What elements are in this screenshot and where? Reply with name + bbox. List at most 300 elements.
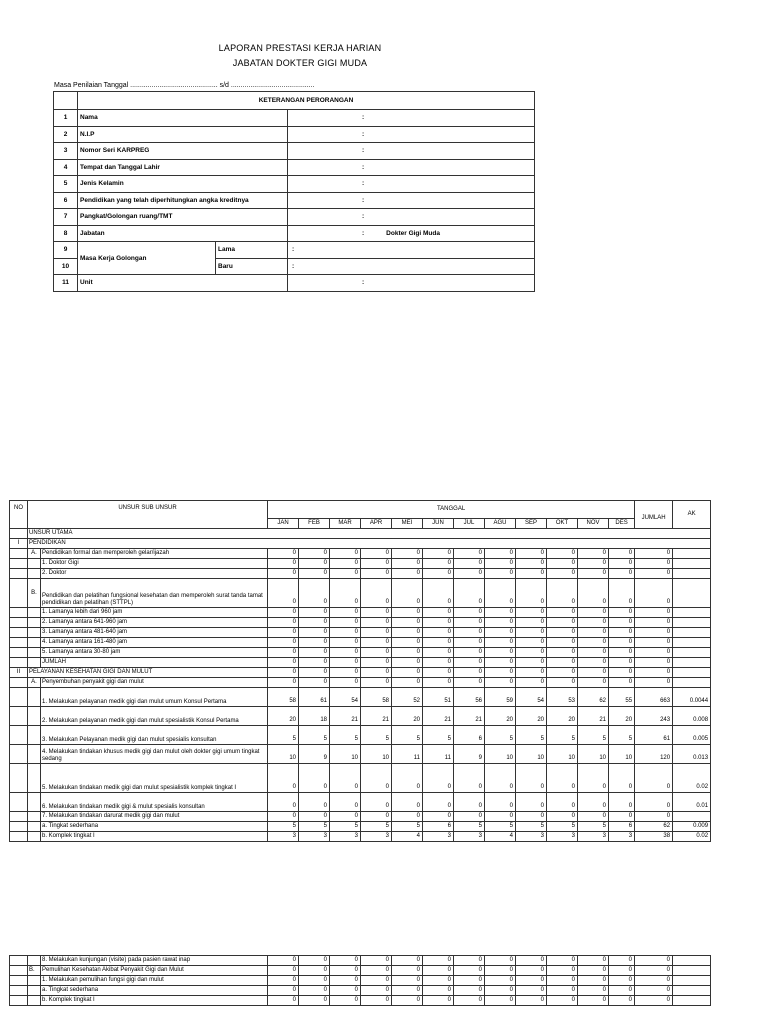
month-value: 0 [485, 569, 516, 579]
month-header: DES [609, 519, 635, 529]
row-subletter [28, 976, 41, 986]
row-number [10, 745, 28, 764]
month-value: 0 [361, 618, 392, 628]
row-ak [673, 668, 711, 678]
month-value: 0 [454, 793, 485, 812]
month-value: 0 [361, 569, 392, 579]
month-value: 0 [516, 638, 547, 648]
month-value: 0 [268, 976, 299, 986]
month-value: 0 [361, 549, 392, 559]
month-value: 0 [454, 608, 485, 618]
row-number [10, 956, 28, 966]
month-value: 6 [454, 726, 485, 745]
month-value: 5 [485, 822, 516, 832]
month-value: 0 [547, 569, 578, 579]
row-number: I [10, 539, 28, 549]
info-header-row [54, 92, 535, 110]
month-value: 0 [330, 966, 361, 976]
row-total: 0 [635, 608, 673, 618]
month-value: 0 [392, 579, 423, 608]
header-jumlah: JUMLAH [635, 501, 673, 529]
info-value-cell [288, 209, 535, 226]
month-value: 0 [516, 668, 547, 678]
month-value: 0 [547, 608, 578, 618]
row-number [10, 793, 28, 812]
month-value: 5 [609, 726, 635, 745]
info-value-cell [288, 225, 535, 242]
month-value: 0 [547, 628, 578, 638]
month-value: 0 [454, 764, 485, 793]
row-total: 0 [635, 668, 673, 678]
month-value: 0 [361, 966, 392, 976]
info-header: KETERANGAN PERORANGAN [78, 92, 535, 110]
table-row [10, 966, 711, 976]
info-colon: : [362, 147, 365, 155]
row-ak [673, 549, 711, 559]
month-value: 0 [609, 986, 635, 996]
row-ak [673, 956, 711, 966]
row-label: a. Tingkat sederhana [41, 822, 268, 832]
month-value: 0 [423, 986, 454, 996]
month-value: 0 [268, 668, 299, 678]
month-value: 0 [299, 628, 330, 638]
month-value: 0 [268, 628, 299, 638]
month-value: 10 [609, 745, 635, 764]
row-number [10, 996, 28, 1006]
month-value: 0 [392, 764, 423, 793]
row-label: PENDIDIKAN [28, 539, 711, 549]
month-value: 0 [609, 976, 635, 986]
month-value: 0 [361, 956, 392, 966]
info-header-blank [54, 92, 78, 110]
month-value: 0 [299, 618, 330, 628]
month-value: 0 [392, 559, 423, 569]
row-total: 0 [635, 559, 673, 569]
month-value: 0 [578, 658, 609, 668]
row-total: 0 [635, 976, 673, 986]
month-value: 5 [361, 726, 392, 745]
month-value: 0 [516, 658, 547, 668]
month-value: 0 [423, 559, 454, 569]
month-value: 0 [299, 812, 330, 822]
month-value: 58 [268, 688, 299, 707]
row-total: 0 [635, 628, 673, 638]
month-value: 0 [423, 549, 454, 559]
month-value: 0 [392, 812, 423, 822]
month-value: 0 [299, 956, 330, 966]
row-ak [673, 986, 711, 996]
row-total: 0 [635, 966, 673, 976]
header-unsur: UNSUR SUB UNSUR [28, 501, 268, 529]
month-value: 0 [609, 793, 635, 812]
month-value: 10 [268, 745, 299, 764]
month-value: 3 [299, 832, 330, 842]
month-value: 0 [609, 608, 635, 618]
info-row-number: 5 [54, 176, 78, 193]
row-label: UNSUR UTAMA [28, 529, 711, 539]
row-ak: 0.005 [673, 726, 711, 745]
month-value: 0 [392, 658, 423, 668]
month-value: 0 [361, 986, 392, 996]
month-value: 0 [485, 812, 516, 822]
month-value: 0 [361, 579, 392, 608]
month-header: APR [361, 519, 392, 529]
info-row-label: Masa Kerja Golongan [78, 242, 216, 275]
month-value: 0 [299, 996, 330, 1006]
month-value: 0 [547, 812, 578, 822]
month-value: 0 [330, 793, 361, 812]
month-value: 0 [330, 658, 361, 668]
month-value: 0 [268, 569, 299, 579]
row-ak [673, 648, 711, 658]
row-subletter [28, 956, 41, 966]
month-value: 0 [330, 678, 361, 688]
row-number [10, 764, 28, 793]
row-label: 5. Melakukan tindakan medik gigi dan mulut spesialistik komplek tingkat I [41, 764, 268, 793]
row-subletter [28, 648, 41, 658]
month-header: MEI [392, 519, 423, 529]
month-value: 0 [547, 956, 578, 966]
row-subletter: B. [28, 966, 41, 976]
month-value: 5 [268, 726, 299, 745]
row-label: 1. Doktor Gigi [41, 559, 268, 569]
info-row [54, 192, 535, 209]
month-value: 5 [578, 726, 609, 745]
month-value: 0 [547, 966, 578, 976]
row-number [10, 579, 28, 608]
month-value: 0 [609, 966, 635, 976]
info-value-cell [288, 110, 535, 127]
month-value: 0 [330, 549, 361, 559]
month-value: 5 [547, 726, 578, 745]
month-value: 0 [578, 638, 609, 648]
month-value: 0 [609, 569, 635, 579]
row-number [10, 549, 28, 559]
month-value: 0 [547, 658, 578, 668]
month-value: 0 [392, 668, 423, 678]
row-ak [673, 618, 711, 628]
month-value: 0 [485, 996, 516, 1006]
month-value: 3 [547, 832, 578, 842]
month-value: 5 [330, 822, 361, 832]
info-value-cell [288, 159, 535, 176]
month-value: 0 [485, 618, 516, 628]
info-row-label: Tempat dan Tanggal Lahir [78, 159, 288, 176]
month-value: 0 [485, 648, 516, 658]
month-value: 0 [516, 812, 547, 822]
table-row [10, 996, 711, 1006]
month-value: 0 [299, 986, 330, 996]
month-value: 0 [392, 678, 423, 688]
month-value: 4 [392, 832, 423, 842]
row-label: 2. Doktor [41, 569, 268, 579]
row-ak [673, 812, 711, 822]
info-row [54, 126, 535, 143]
info-value-cell [288, 258, 535, 275]
month-value: 59 [485, 688, 516, 707]
row-ak: 0.01 [673, 793, 711, 812]
month-header: SEP [516, 519, 547, 529]
info-value-cell [288, 242, 535, 259]
month-value: 10 [547, 745, 578, 764]
month-value: 0 [330, 668, 361, 678]
month-value: 21 [578, 707, 609, 726]
month-value: 5 [299, 822, 330, 832]
table-row [10, 976, 711, 986]
row-label: b. Komplek tingkat I [41, 996, 268, 1006]
header-ak: AK [673, 501, 711, 529]
month-value: 21 [330, 707, 361, 726]
month-value: 0 [547, 638, 578, 648]
month-value: 21 [361, 707, 392, 726]
row-label: 1. Melakukan pelayanan medik gigi dan mulut umum Konsul Pertama [41, 688, 268, 707]
month-value: 0 [485, 608, 516, 618]
month-value: 0 [423, 608, 454, 618]
month-value: 5 [268, 822, 299, 832]
month-value: 0 [361, 638, 392, 648]
row-ak [673, 559, 711, 569]
month-value: 0 [423, 996, 454, 1006]
month-value: 0 [516, 628, 547, 638]
month-value: 0 [609, 996, 635, 1006]
month-value: 0 [268, 986, 299, 996]
row-subletter [28, 707, 41, 726]
row-ak: 0.008 [673, 707, 711, 726]
month-value: 3 [609, 832, 635, 842]
month-value: 0 [578, 793, 609, 812]
month-value: 0 [547, 618, 578, 628]
month-value: 0 [268, 764, 299, 793]
row-ak [673, 638, 711, 648]
table-row [10, 764, 711, 793]
info-value-cell [288, 143, 535, 160]
month-value: 0 [485, 986, 516, 996]
info-row-label: Jabatan [78, 225, 288, 242]
row-number [10, 529, 28, 539]
month-value: 0 [516, 986, 547, 996]
month-value: 0 [361, 668, 392, 678]
info-row-number: 9 [54, 242, 78, 259]
month-value: 0 [392, 638, 423, 648]
month-value: 0 [423, 764, 454, 793]
month-value: 0 [516, 648, 547, 658]
month-value: 0 [392, 569, 423, 579]
month-value: 5 [578, 822, 609, 832]
month-value: 5 [547, 822, 578, 832]
month-value: 0 [578, 986, 609, 996]
month-value: 0 [392, 996, 423, 1006]
month-header: JAN [268, 519, 299, 529]
month-value: 0 [330, 608, 361, 618]
month-header: JUL [454, 519, 485, 529]
month-value: 10 [578, 745, 609, 764]
info-colon: : [292, 246, 295, 254]
info-colon: : [362, 180, 365, 188]
month-value: 0 [392, 648, 423, 658]
month-value: 0 [609, 678, 635, 688]
row-subletter: B. [28, 579, 41, 608]
row-label: 3. Lamanya antara 481-640 jam [41, 628, 268, 638]
month-value: 0 [609, 559, 635, 569]
month-value: 10 [485, 745, 516, 764]
month-value: 0 [330, 569, 361, 579]
row-ak: 0.013 [673, 745, 711, 764]
month-value: 0 [361, 608, 392, 618]
month-value: 0 [268, 966, 299, 976]
info-row-number: 8 [54, 225, 78, 242]
month-value: 0 [454, 579, 485, 608]
month-value: 0 [361, 559, 392, 569]
row-label: Pendidikan dan pelatihan fungsional kesehatan dan memperoleh surat tanda tamat pendidikan dan pelatihan (STTPL) [41, 579, 268, 608]
month-header: AGU [485, 519, 516, 529]
month-value: 0 [516, 569, 547, 579]
row-total: 0 [635, 996, 673, 1006]
table-row [10, 956, 711, 966]
month-value: 0 [454, 996, 485, 1006]
row-ak [673, 966, 711, 976]
month-value: 3 [454, 832, 485, 842]
month-value: 0 [454, 618, 485, 628]
month-value: 0 [578, 549, 609, 559]
month-value: 3 [423, 832, 454, 842]
row-subletter [28, 638, 41, 648]
row-ak [673, 996, 711, 1006]
row-total: 0 [635, 764, 673, 793]
info-row [54, 159, 535, 176]
month-value: 0 [330, 618, 361, 628]
month-value: 3 [361, 832, 392, 842]
month-value: 0 [609, 618, 635, 628]
month-value: 0 [361, 976, 392, 986]
month-value: 0 [485, 966, 516, 976]
month-value: 0 [578, 668, 609, 678]
month-value: 0 [578, 569, 609, 579]
month-value: 0 [268, 579, 299, 608]
table-row [10, 745, 711, 764]
month-value: 0 [299, 608, 330, 618]
month-value: 0 [423, 668, 454, 678]
month-value: 0 [454, 812, 485, 822]
info-colon: : [292, 262, 295, 270]
info-row-number: 6 [54, 192, 78, 209]
month-value: 0 [299, 678, 330, 688]
row-subletter [28, 608, 41, 618]
row-total: 0 [635, 579, 673, 608]
month-value: 0 [485, 559, 516, 569]
info-row-sublabel: Baru [216, 258, 288, 275]
month-value: 0 [423, 648, 454, 658]
month-value: 0 [330, 648, 361, 658]
month-value: 0 [485, 549, 516, 559]
month-value: 0 [578, 812, 609, 822]
month-value: 0 [516, 608, 547, 618]
table-row [10, 549, 711, 559]
month-value: 0 [330, 986, 361, 996]
month-value: 0 [299, 569, 330, 579]
row-label: 6. Melakukan tindakan medik gigi & mulut spesialis konsultan [41, 793, 268, 812]
info-row-label: N.I.P [78, 126, 288, 143]
month-header: OKT [547, 519, 578, 529]
month-value: 10 [361, 745, 392, 764]
table-row [10, 707, 711, 726]
month-value: 0 [330, 559, 361, 569]
info-row-number: 7 [54, 209, 78, 226]
row-label: 7. Melakukan tindakan darurat medik gigi dan mulut [41, 812, 268, 822]
month-value: 0 [609, 628, 635, 638]
month-value: 9 [299, 745, 330, 764]
month-value: 0 [392, 986, 423, 996]
row-total: 120 [635, 745, 673, 764]
month-header: FEB [299, 519, 330, 529]
month-value: 0 [547, 793, 578, 812]
month-value: 0 [609, 648, 635, 658]
month-value: 0 [268, 559, 299, 569]
row-number [10, 707, 28, 726]
table-row [10, 648, 711, 658]
row-number [10, 812, 28, 822]
month-value: 0 [423, 793, 454, 812]
info-value-cell [288, 126, 535, 143]
month-value: 0 [516, 793, 547, 812]
row-subletter [28, 726, 41, 745]
month-value: 20 [485, 707, 516, 726]
month-value: 0 [299, 549, 330, 559]
table-row [10, 529, 711, 539]
info-colon: : [362, 163, 365, 171]
month-value: 0 [330, 976, 361, 986]
month-value: 0 [299, 658, 330, 668]
month-value: 0 [299, 976, 330, 986]
month-header: MAR [330, 519, 361, 529]
month-value: 5 [299, 726, 330, 745]
info-row-number: 3 [54, 143, 78, 160]
info-row [54, 225, 535, 242]
row-number [10, 618, 28, 628]
row-number [10, 608, 28, 618]
month-value: 5 [423, 726, 454, 745]
info-row-number: 11 [54, 275, 78, 292]
month-value: 0 [268, 638, 299, 648]
month-value: 0 [299, 966, 330, 976]
month-value: 58 [361, 688, 392, 707]
row-subletter [28, 822, 41, 832]
row-subletter [28, 618, 41, 628]
month-value: 0 [609, 956, 635, 966]
row-number [10, 678, 28, 688]
row-total: 0 [635, 986, 673, 996]
month-value: 0 [516, 579, 547, 608]
month-value: 0 [268, 658, 299, 668]
month-value: 0 [423, 812, 454, 822]
row-subletter [28, 745, 41, 764]
activity-table [9, 500, 711, 842]
month-value: 0 [485, 658, 516, 668]
row-label: a. Tingkat sederhana [41, 986, 268, 996]
month-value: 0 [485, 764, 516, 793]
row-ak: 0.02 [673, 764, 711, 793]
month-value: 0 [516, 678, 547, 688]
month-value: 0 [485, 793, 516, 812]
month-value: 0 [454, 638, 485, 648]
info-row-label: Unit [78, 275, 288, 292]
month-value: 3 [330, 832, 361, 842]
month-value: 0 [454, 628, 485, 638]
month-value: 21 [423, 707, 454, 726]
header-tanggal: TANGGAL [268, 501, 635, 519]
row-number [10, 688, 28, 707]
month-value: 0 [330, 764, 361, 793]
table-row [10, 628, 711, 638]
